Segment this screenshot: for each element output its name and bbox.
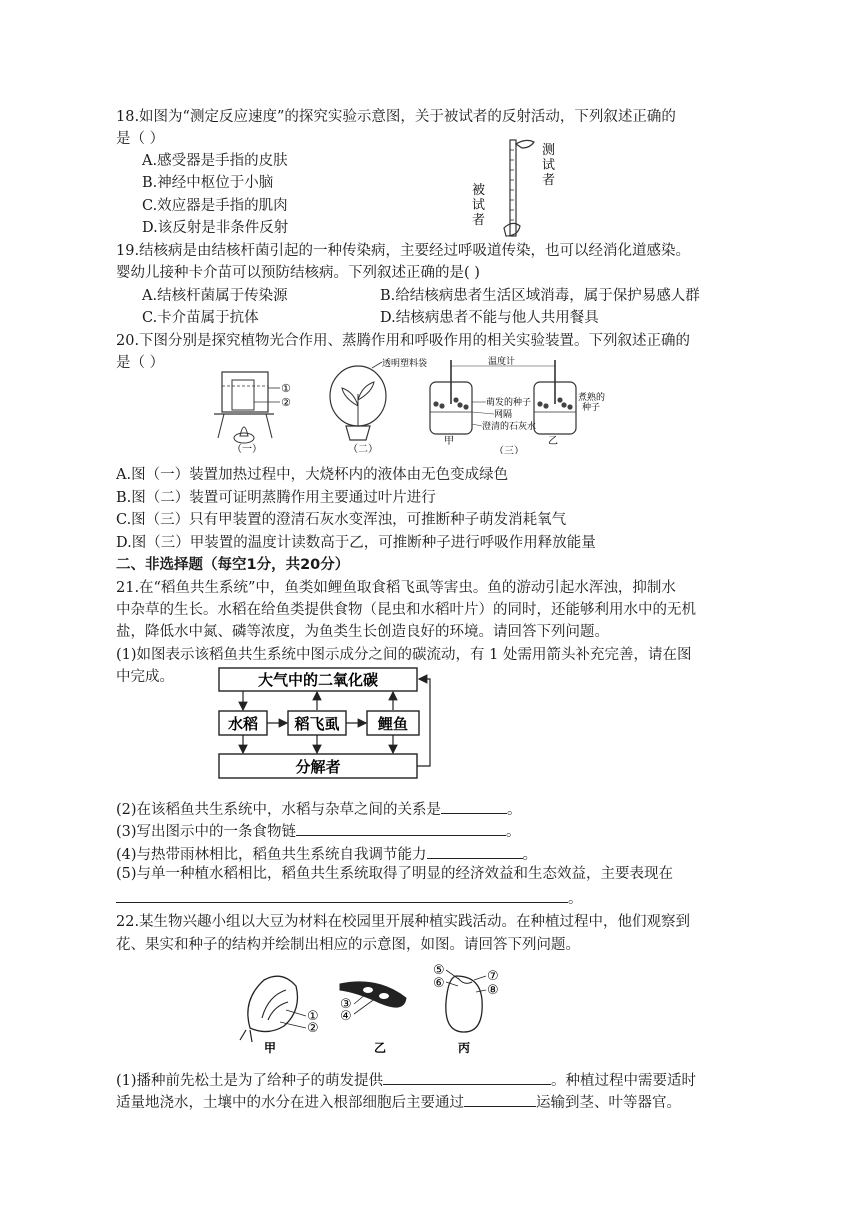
q22-p1-line2-text-b: 运输到茎、叶等器官。 (536, 1095, 681, 1111)
q21-rice-node: 水稻 (227, 715, 259, 733)
q21-p3-text: (3)写出图示中的一条食物链 (116, 824, 297, 840)
svg-text:者: 者 (472, 213, 486, 228)
q18-stem-line1: 18.如图为“测定反应速度”的探究实验示意图，关于被试者的反射活动，下列叙述正确的 (116, 109, 676, 125)
q21-p4-end: 。 (522, 847, 538, 863)
svg-text:网隔: 网隔 (494, 410, 513, 420)
q18-option-d: D.该反射是非条件反射 (142, 220, 289, 236)
svg-text:乙: 乙 (548, 436, 558, 447)
q21-p2-end: 。 (507, 802, 522, 818)
svg-text:试: 试 (472, 198, 486, 213)
svg-text:试: 试 (542, 158, 556, 173)
q20-option-c: C.图（三）只有甲装置的澄清石灰水变浑浊，可推断种子萌发消耗氧气 (116, 512, 567, 528)
q21-p5-blank[interactable] (116, 886, 568, 903)
svg-text:②: ② (281, 396, 291, 409)
q21-co2-node: 大气中的二氧化碳 (257, 671, 379, 689)
q21-p4-text: (4)与热带雨林相比，稻鱼共生系统自我调节能力 (116, 847, 427, 863)
q18-option-b: B.神经中枢位于小脑 (142, 175, 274, 191)
q22-p1-blank2[interactable] (464, 1090, 536, 1107)
q21-stem-line1: 21.在“稻鱼共生系统”中，鱼类如鲤鱼取食稻飞虱等害虫。鱼的游动引起水浑浊，抑制水 (116, 580, 676, 596)
q22-p1-text-a: (1)播种前先松土是为了给种子的萌发提供 (116, 1073, 384, 1089)
svg-text:种子: 种子 (582, 403, 601, 413)
q21-p1-line1: (1)如图表示该稻鱼共生系统中图示成分之间的碳流动，有 1 处需用箭头补充完善，请在图 (116, 647, 692, 663)
q22-p1-text-b: 。种植过程中需要适时 (551, 1073, 697, 1089)
q19-option-d: D.结核病患者不能与他人共用餐具 (380, 310, 599, 326)
q20-stem-line1: 20.下图分别是探究植物光合作用、蒸腾作用和呼吸作用的相关实验装置。下列叙述正确的 (116, 333, 691, 349)
q21-planthopper-node: 稻飞虱 (294, 715, 340, 733)
svg-text:温度计: 温度计 (488, 357, 516, 367)
svg-text:⑤: ⑤ (433, 963, 445, 978)
svg-text:萌发的种子: 萌发的种子 (486, 398, 532, 408)
q20-option-a: A.图（一）装置加热过程中，大烧杯内的液体由无色变成绿色 (116, 467, 509, 483)
q22-stem-line1: 22.某生物兴趣小组以大豆为材料在校园里开展种植实践活动。在种植过程中，他们观察到 (116, 914, 691, 930)
q20-option-d: D.图（三）甲装置的温度计读数高于乙，可推断种子进行呼吸作用释放能量 (116, 535, 596, 551)
svg-text:者: 者 (542, 173, 556, 188)
svg-text:⑧: ⑧ (487, 983, 499, 998)
q21-stem-line2: 中杂草的生长。水稻在给鱼类提供食物（昆虫和水稻叶片）的同时，还能够利用水中的无机 (116, 602, 696, 618)
q21-carp-node: 鲤鱼 (377, 715, 409, 733)
q22-soybean-figure (228, 956, 528, 1056)
q19-option-c: C.卡介苗属于抗体 (142, 310, 259, 326)
svg-text:（一）: （一） (232, 444, 262, 454)
q21-p4 (116, 842, 537, 865)
q21-p1-line2: 中完成。 (116, 669, 174, 685)
q21-carbon-flow-diagram (210, 664, 436, 782)
q18-option-c: C.效应器是手指的肌肉 (142, 198, 288, 214)
svg-text:甲: 甲 (264, 1041, 277, 1055)
svg-text:透明塑料袋: 透明塑料袋 (382, 359, 428, 369)
q21-p5-end: 。 (568, 891, 583, 907)
svg-text:澄清的石灰水: 澄清的石灰水 (482, 422, 537, 432)
q22-p1 (116, 1068, 696, 1091)
svg-text:⑥: ⑥ (433, 976, 445, 991)
q19-option-b: B.给结核病患者生活区域消毒，属于保护易感人群 (380, 288, 700, 304)
q22-p1-blank1[interactable] (383, 1068, 551, 1085)
q21-p5: (5)与单一种植水稻相比，稻鱼共生系统取得了明显的经济效益和生态效益，主要表现在 (116, 866, 674, 882)
q20-stem-line2: 是（ ） (116, 355, 165, 371)
q19-option-a: A.结核杆菌属于传染源 (142, 288, 288, 304)
q18-option-a: A.感受器是手指的皮肤 (142, 153, 288, 169)
svg-text:测: 测 (542, 143, 556, 158)
svg-text:①: ① (281, 382, 291, 395)
svg-text:被: 被 (472, 183, 486, 198)
q22-stem-line2: 花、果实和种子的结构并绘制出相应的示意图，如图。请回答下列问题。 (116, 937, 580, 953)
svg-text:煮熟的: 煮熟的 (578, 393, 606, 403)
q19-stem-line2: 婴幼儿接种卡介苗可以预防结核病。下列叙述正确的是( ) (116, 265, 480, 281)
q21-p5-line2 (116, 886, 583, 909)
q21-p3 (116, 819, 521, 842)
q21-p2 (116, 797, 522, 820)
q22-p1-line2-text-a: 适量地浇水，土壤中的水分在进入根部细胞后主要通过 (116, 1095, 464, 1111)
q21-p3-end: 。 (506, 824, 521, 840)
q21-p2-text: (2)在该稻鱼共生系统中，水稻与杂草之间的关系是 (116, 802, 442, 818)
q18-stem-line2: 是（ ） (116, 131, 165, 147)
svg-text:⑦: ⑦ (487, 969, 499, 984)
svg-text:③: ③ (340, 997, 352, 1012)
svg-text:（三）: （三） (494, 446, 524, 454)
q22-p1-line2 (116, 1090, 681, 1113)
svg-text:④: ④ (340, 1009, 352, 1024)
svg-text:②: ② (307, 1021, 319, 1036)
svg-text:（二）: （二） (348, 444, 378, 454)
svg-text:甲: 甲 (444, 436, 454, 447)
q21-p2-blank[interactable] (441, 797, 507, 814)
section2-title: 二、非选择题（每空1分，共20分） (116, 557, 350, 573)
q20-apparatus-figure (210, 354, 630, 454)
q18-reaction-figure (460, 136, 580, 242)
q21-p3-blank[interactable] (296, 819, 506, 836)
svg-text:乙: 乙 (374, 1041, 387, 1055)
q20-option-b: B.图（二）装置可证明蒸腾作用主要通过叶片进行 (116, 490, 436, 506)
q21-stem-line3: 盐，降低水中氮、磷等浓度，为鱼类生长创造良好的环境。请回答下列问题。 (116, 624, 609, 640)
q21-p4-blank[interactable] (427, 842, 523, 859)
q21-decomposer-node: 分解者 (295, 758, 341, 776)
svg-text:①: ① (307, 1009, 319, 1024)
svg-text:丙: 丙 (458, 1041, 471, 1055)
q19-stem-line1: 19.结核病是由结核杆菌引起的一种传染病，主要经过呼吸道传染，也可以经消化道感染。 (116, 243, 691, 259)
